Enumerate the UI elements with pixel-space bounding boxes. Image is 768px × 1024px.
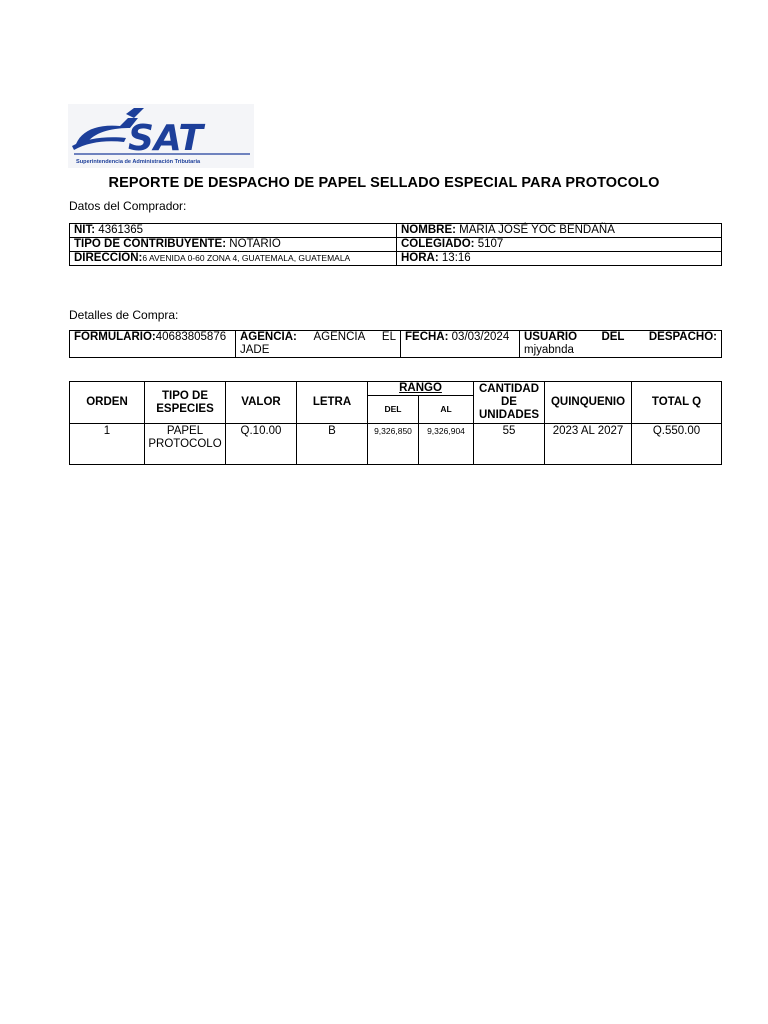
direccion-cell [70,252,397,266]
colegiado-value: 5107 [477,238,504,250]
nit-value: 4361365 [98,224,144,236]
header-del: DEL [368,396,419,424]
tipo-cell [70,238,397,252]
sat-logo-graphic [68,104,254,168]
header-quinquenio: QUINQUENIO [545,382,632,424]
table-row [70,224,722,238]
sat-logo [68,104,254,168]
cell-cantidad: 55 [474,424,545,465]
usuario-value: mjyabnda [524,344,574,356]
header-tipo: TIPO DE ESPECIES [145,382,226,424]
rango-label: RANGO [399,382,442,395]
cell-orden: 1 [70,424,145,465]
usuario-word-3: DESPACHO: [648,331,717,343]
direccion-label: DIRECCION: [74,252,143,264]
tipo-label: TIPO DE CONTRIBUYENTE: [74,238,227,250]
fecha-cell [401,331,520,358]
direccion-value: 6 AVENIDA 0-60 ZONA 4, GUATEMALA, GUATEMALA [142,253,351,263]
hora-label: HORA: [401,252,439,264]
tipo-value: NOTARIO [229,238,281,250]
items-table [69,381,722,465]
header-row [70,382,722,396]
fecha-value: 03/03/2024 [451,331,510,343]
nombre-label: NOMBRE: [401,224,456,236]
header-al: AL [419,396,474,424]
nit-cell [70,224,397,238]
usuario-word-2: DEL [601,331,625,343]
logo-subtitle: Superintendencia de Administración Tributaria [76,159,201,165]
cell-valor: Q.10.00 [226,424,297,465]
header-orden: ORDEN [70,382,145,424]
cell-al: 9,326,904 [419,424,474,465]
report-title: REPORTE DE DESPACHO DE PAPEL SELLADO ESPECIAL PARA PROTOCOLO [108,175,660,191]
colegiado-cell [397,238,722,252]
header-letra: LETRA [297,382,368,424]
nombre-cell [397,224,722,238]
header-valor: VALOR [226,382,297,424]
nit-label: NIT: [74,224,96,236]
header-total: TOTAL Q [632,382,722,424]
table-row [70,424,722,465]
hora-cell [397,252,722,266]
cell-letra: B [297,424,368,465]
agencia-label: AGENCIA: [240,331,297,343]
formulario-value: 40683805876 [155,331,227,343]
purchase-table [69,330,722,358]
cell-total: Q.550.00 [632,424,722,465]
agencia-line [240,331,396,344]
agencia-word-2: EL [381,331,396,343]
formulario-label: FORMULARIO: [74,331,156,343]
fecha-label: FECHA: [405,331,449,343]
colegiado-label: COLEGIADO: [401,238,475,250]
table-row [70,252,722,266]
cell-tipo: PAPEL PROTOCOLO [145,424,226,465]
usuario-cell [520,331,722,358]
formulario-cell [70,331,236,358]
header-rango [368,382,474,396]
usuario-line [524,331,717,344]
buyer-section-label: Datos del Comprador: [69,199,187,213]
nombre-value: MARIA JOSÉ YOC BENDAÑA [459,224,615,236]
agencia-word-1: AGENCIA [313,331,366,343]
header-cantidad: CANTIDAD DE UNIDADES [474,382,545,424]
usuario-word-1: USUARIO [524,331,578,343]
buyer-table [69,223,722,266]
agencia-word-3: JADE [240,344,270,356]
hora-value: 13:16 [441,252,471,264]
table-row [70,238,722,252]
purchase-section-label: Detalles de Compra: [69,308,179,322]
logo-text: SAT [128,118,203,159]
cell-quinquenio: 2023 AL 2027 [545,424,632,465]
agencia-cell [236,331,401,358]
table-row [70,331,722,358]
cell-del: 9,326,850 [368,424,419,465]
